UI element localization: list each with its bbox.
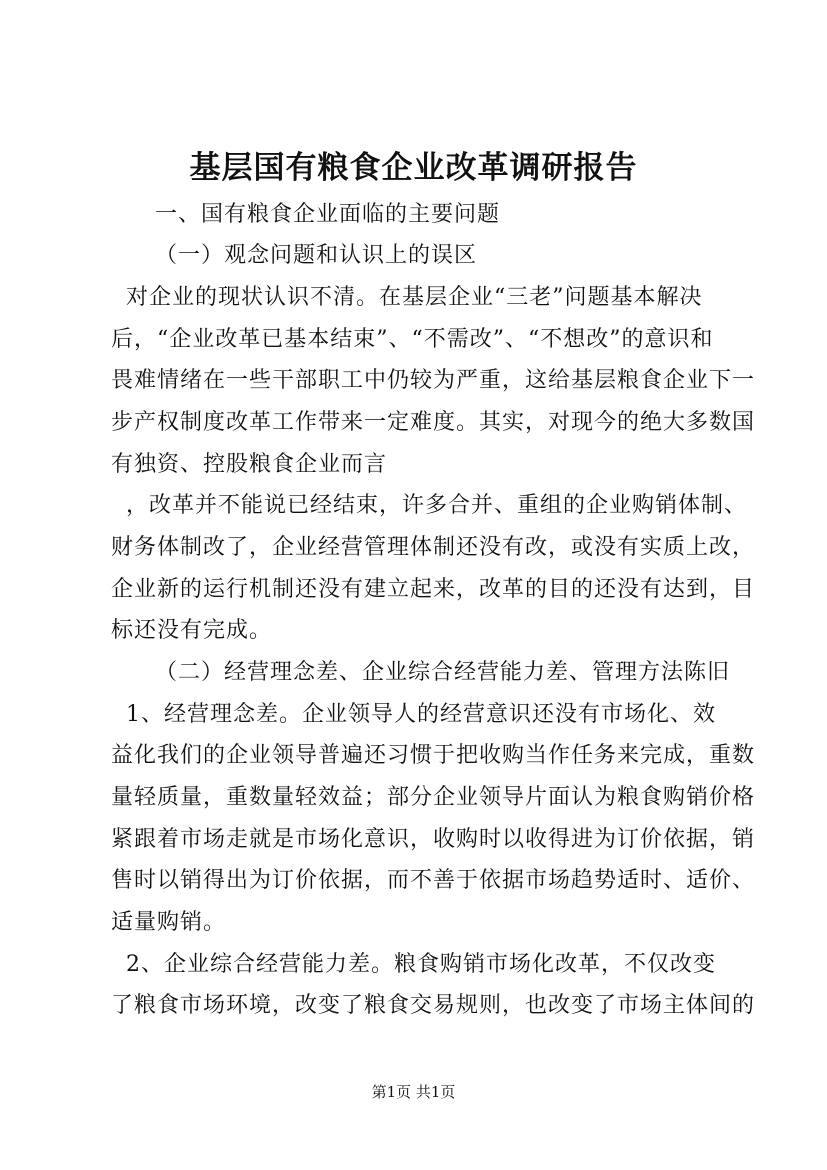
paragraph-line: 售时以销得出为订价依据，而不善于依据市场趋势适时、适价、 bbox=[111, 868, 756, 893]
paragraph-line: 有独资、控股粮食企业而言 bbox=[111, 452, 388, 477]
paragraph-line: 后，“企业改革已基本结束”、“不需改”、“不想改”的意识和 bbox=[111, 327, 714, 352]
document-title: 基层国有粮食企业改革调研报告 bbox=[189, 150, 638, 186]
paragraph-line: 标还没有完成。 bbox=[111, 618, 273, 643]
paragraph-line: 对企业的现状认识不清。在基层企业“三老”问题基本解决 bbox=[126, 285, 703, 310]
paragraph-line: ，改革并不能说已经结束，许多合并、重组的企业购销体制、 bbox=[126, 493, 748, 518]
paragraph-line: 了粮食市场环境，改变了粮食交易规则，也改变了市场主体间的 bbox=[111, 993, 756, 1018]
paragraph-line: 益化我们的企业领导普遍还习惯于把收购当作任务来完成，重数 bbox=[111, 743, 756, 768]
page-footer: 第1页 共1页 bbox=[371, 1083, 456, 1101]
paragraph-line: 企业新的运行机制还没有建立起来，改革的目的还没有达到，目 bbox=[111, 577, 756, 602]
section-heading-1: 一、国有粮食企业面临的主要问题 bbox=[155, 202, 501, 227]
subsection-heading-1: （一）观念问题和认识上的误区 bbox=[155, 243, 478, 268]
subsection-heading-2: （二）经营理念差、企业综合经营能力差、管理方法陈旧 bbox=[155, 660, 731, 685]
paragraph-line: 紧跟着市场走就是市场化意识，收购时以收得进为订价依据，销 bbox=[111, 827, 756, 852]
paragraph-line: 1、经营理念差。企业领导人的经营意识还没有市场化、效 bbox=[126, 702, 716, 727]
paragraph-line: 量轻质量，重数量轻效益；部分企业领导片面认为粮食购销价格 bbox=[111, 785, 756, 810]
paragraph-line: 2、企业综合经营能力差。粮食购销市场化改革，不仅改变 bbox=[126, 952, 716, 977]
paragraph-line: 财务体制改了，企业经营管理体制还没有改，或没有实质上改， bbox=[111, 535, 756, 560]
paragraph-line: 适量购销。 bbox=[111, 910, 227, 935]
paragraph-line: 步产权制度改革工作带来一定难度。其实，对现今的绝大多数国 bbox=[111, 410, 756, 435]
paragraph-line: 畏难情绪在一些干部职工中仍较为严重，这给基层粮食企业下一 bbox=[111, 368, 756, 393]
